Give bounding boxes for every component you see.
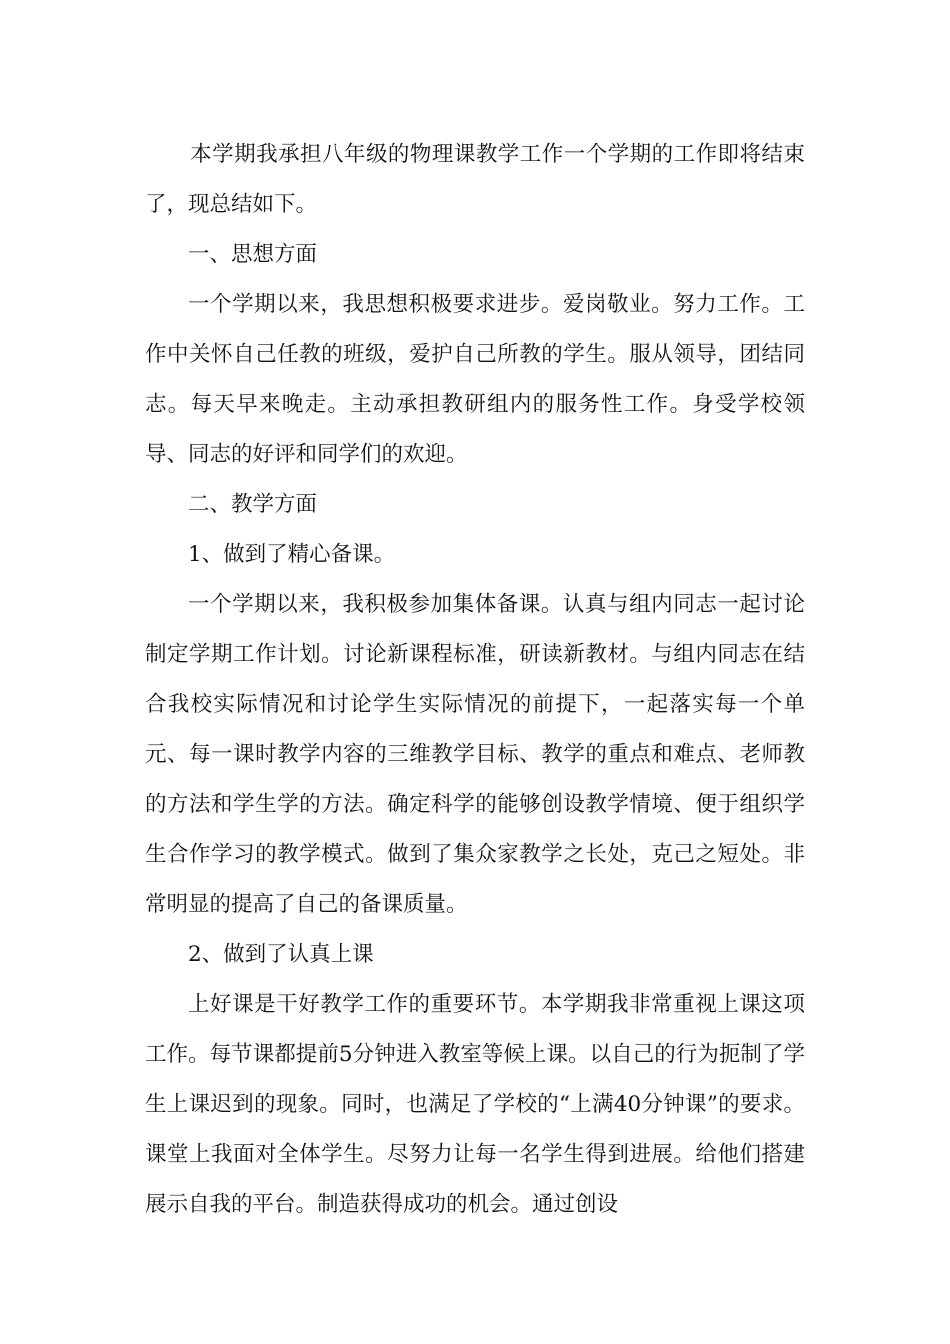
- heading-teaching: 二、教学方面: [188, 492, 318, 517]
- paragraph-classes: 上好课是干好教学工作的重要环节。本学期我非常重视上课这项工作。每节课都提前5分钟进入教室等候上课。以自己的行为扼制了学生上课迟到的现象。同时，也满足了学校的“上满40分钟课”的要求。课堂上我面对全体学生。尽努力让每一名学生得到进展。给他们搭建展示自我的平台。制造获得成功的机会。通过创设: [145, 992, 805, 1217]
- heading-thought: 一、思想方面: [188, 242, 318, 267]
- subheading-lesson-prep: 1、做到了精心备课。: [188, 542, 396, 567]
- document-body: [145, 130, 805, 1230]
- paragraph-lesson-prep: 一个学期以来，我积极参加集体备课。认真与组内同志一起讨论制定学期工作计划。讨论新课程标准，研读新教材。与组内同志在结合我校实际情况和讨论学生实际情况的前提下，一起落实每一个单元、每一课时教学内容的三维教学目标、教学的重点和难点、老师教的方法和学生学的方法。确定科学的能够创设教学情境、便于组织学生合作学习的教学模式。做到了集众家教学之长处，克己之短处。非常明显的提高了自己的备课质量。: [145, 592, 805, 917]
- subheading-classes: 2、做到了认真上课: [188, 942, 374, 967]
- paragraph-thought: 一个学期以来，我思想积极要求进步。爱岗敬业。努力工作。工作中关怀自己任教的班级，爱护自己所教的学生。服从领导，团结同志。每天早来晚走。主动承担教研组内的服务性工作。身受学校领导、同志的好评和同学们的欢迎。: [145, 292, 805, 467]
- paragraph-intro: 本学期我承担八年级的物理课教学工作一个学期的工作即将结束了，现总结如下。: [145, 142, 805, 217]
